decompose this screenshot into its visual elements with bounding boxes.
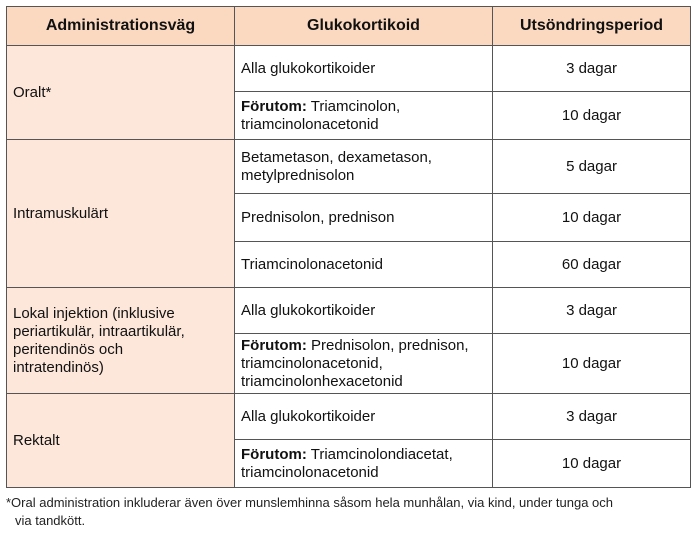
drug-text: Prednisolon, prednison,	[306, 336, 469, 354]
drug-cell: Triamcinolonacetonid	[235, 242, 493, 288]
drug-cell	[235, 334, 493, 394]
route-intramuscular: Intramuskulärt	[7, 140, 235, 288]
period-cell: 10 dagar	[493, 440, 691, 488]
table-row	[7, 140, 691, 194]
table-row	[7, 288, 691, 334]
drug-text: Triamcinolondiacetat,	[306, 445, 453, 463]
drug-text: Betametason, dexametason,	[241, 148, 432, 166]
period-cell: 60 dagar	[493, 242, 691, 288]
period-cell: 3 dagar	[493, 394, 691, 440]
route-rectal: Rektalt	[7, 394, 235, 488]
glucocorticoid-table-container	[6, 6, 690, 488]
route-text: Lokal injektion (inklusive	[13, 304, 175, 322]
header-glucocorticoid: Glukokortikoid	[235, 7, 493, 46]
drug-cell: Prednisolon, prednison	[235, 194, 493, 242]
except-prefix: Förutom:	[241, 445, 307, 463]
drug-cell	[235, 92, 493, 140]
drug-cell	[235, 140, 493, 194]
drug-text: triamcinolonhexacetonid	[241, 372, 403, 390]
drug-text: triamcinolonacetonid	[241, 463, 379, 481]
drug-text: triamcinolonacetonid	[241, 115, 379, 133]
period-cell: 5 dagar	[493, 140, 691, 194]
except-prefix: Förutom:	[241, 336, 307, 354]
header-route: Administrationsväg	[7, 7, 235, 46]
period-cell: 3 dagar	[493, 288, 691, 334]
drug-cell: Alla glukokortikoider	[235, 394, 493, 440]
glucocorticoid-washout-table	[6, 6, 691, 488]
drug-cell	[235, 440, 493, 488]
period-cell: 10 dagar	[493, 194, 691, 242]
drug-cell: Alla glukokortikoider	[235, 46, 493, 92]
table-row	[7, 394, 691, 440]
drug-cell: Alla glukokortikoider	[235, 288, 493, 334]
route-text: periartikulär, intraartikulär,	[13, 322, 185, 340]
drug-text: triamcinolonacetonid,	[241, 354, 383, 372]
except-prefix: Förutom:	[241, 97, 307, 115]
period-cell: 3 dagar	[493, 46, 691, 92]
header-washout-period: Utsöndringsperiod	[493, 7, 691, 46]
footnote	[6, 494, 696, 530]
drug-text: Triamcinolon,	[306, 97, 401, 115]
footnote-line: *Oral administration inkluderar även över munslemhinna såsom hela munhålan, via kind, under tunga och	[6, 495, 614, 510]
route-local-injection	[7, 288, 235, 394]
period-cell: 10 dagar	[493, 92, 691, 140]
route-text: peritendinös och	[13, 340, 124, 358]
footnote-line: via tandkött.	[15, 513, 86, 528]
period-cell: 10 dagar	[493, 334, 691, 394]
route-text: intratendinös)	[13, 358, 104, 376]
drug-text: metylprednisolon	[241, 166, 355, 184]
table-header-row	[7, 7, 691, 46]
table-row	[7, 46, 691, 92]
route-oral: Oralt*	[7, 46, 235, 140]
